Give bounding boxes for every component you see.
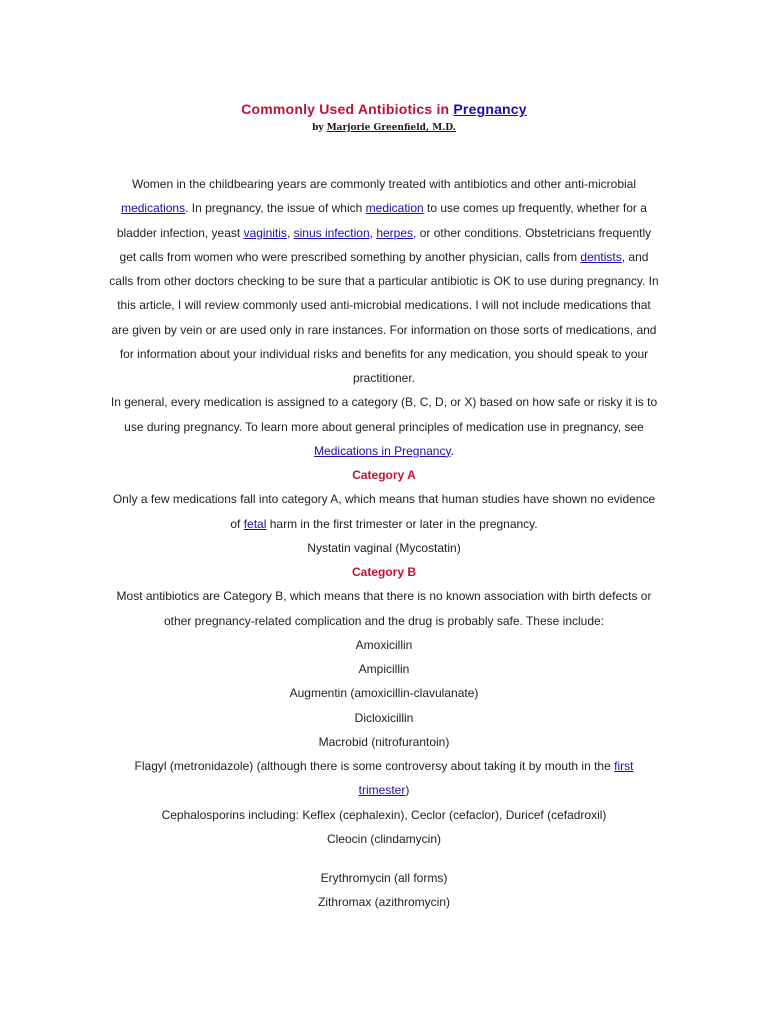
- intro-paragraph: [108, 172, 660, 390]
- title-text: Commonly Used Antibiotics in: [241, 101, 454, 117]
- category-a-item: Nystatin vaginal (Mycostatin): [307, 540, 461, 555]
- first-trimester-link[interactable]: first trimester: [358, 759, 634, 798]
- intro-text-6: , or other conditions. Obstetricians frequently get calls from women who were prescribed something by another physician, calls from: [119, 225, 652, 264]
- intro-text-3: to use comes up frequently, whether for a bladder infection, yeast: [116, 201, 647, 240]
- sinus-infection-link[interactable]: sinus infection: [293, 225, 370, 240]
- category-b-item: Cleocin (clindamycin): [326, 831, 442, 846]
- category-b-item: Erythromycin (all forms): [320, 871, 448, 885]
- general-text-1: In general, every medication is assigned to a category (B, C, D, or X) based on how safe or risky it is to use during pregnancy. To learn more about general principles of medication use in pregnancy, see: [110, 395, 658, 434]
- category-b-description: Most antibiotics are Category B, which means that there is no known association with birth defects or other pregnancy-related complication and the drug is probably safe. These include:: [116, 589, 652, 628]
- spacer: [108, 851, 660, 866]
- article-body: [108, 172, 660, 915]
- dentists-link[interactable]: dentists: [580, 249, 622, 264]
- category-b-item: Zithromax (azithromycin): [317, 895, 451, 910]
- herpes-link[interactable]: herpes: [376, 225, 414, 240]
- category-b-item: Augmentin (amoxicillin-clavulanate): [289, 686, 479, 701]
- medication-link[interactable]: medication: [365, 201, 424, 216]
- category-b-heading: Category B: [351, 565, 416, 579]
- category-a-text-1: Only a few medications fall into category A, which means that human studies have shown no evidence of: [112, 492, 656, 531]
- pregnancy-link[interactable]: Pregnancy: [453, 101, 527, 117]
- intro-text-4: ,: [286, 225, 294, 240]
- category-b-item: Dicloxicillin: [354, 710, 414, 725]
- category-b-item: Macrobid (nitrofurantoin): [318, 734, 450, 749]
- intro-text-1: Women in the childbearing years are commonly treated with antibiotics and other anti-microbial: [131, 177, 637, 191]
- fetal-link[interactable]: fetal: [243, 516, 267, 531]
- flagyl-text-2: ): [405, 783, 410, 798]
- intro-text-7: , and calls from other doctors checking to be sure that a particular antibiotic is OK to use during pregnancy. In this article, I will review commonly used anti-microbial medications. I will not include medications that are given by vein or are used only in rare instances. For information on those sorts of medications, and for information about your individual risks and benefits for any medication, you should speak to your practitioner.: [109, 249, 659, 385]
- general-text-2: .: [450, 443, 454, 458]
- vaginitis-link[interactable]: vaginitis: [243, 225, 287, 240]
- category-a-description: [108, 487, 660, 536]
- flagyl-text-1: Flagyl (metronidazole) (although there is some controversy about taking it by mouth in the: [134, 759, 615, 773]
- category-b-item: Amoxicillin: [355, 637, 413, 652]
- byline-prefix: by: [312, 123, 327, 133]
- byline: [0, 123, 768, 133]
- category-a-heading: Category A: [352, 468, 416, 482]
- medications-in-pregnancy-link[interactable]: Medications in Pregnancy: [314, 443, 451, 458]
- intro-text-2: . In pregnancy, the issue of which: [185, 201, 366, 216]
- category-a-text-2: harm in the first trimester or later in the pregnancy.: [266, 516, 538, 531]
- page-title: [0, 99, 768, 119]
- category-b-item-flagyl: [108, 754, 660, 803]
- author-name: Marjorie Greenfield, M.D.: [326, 123, 456, 133]
- category-b-item: Cephalosporins including: Keflex (cephalexin), Ceclor (cefaclor), Duricef (cefadroxil): [161, 807, 607, 822]
- general-paragraph: [108, 390, 660, 463]
- intro-text-5: ,: [369, 225, 377, 240]
- category-b-item: Ampicillin: [358, 662, 410, 676]
- medications-link[interactable]: medications: [121, 201, 186, 216]
